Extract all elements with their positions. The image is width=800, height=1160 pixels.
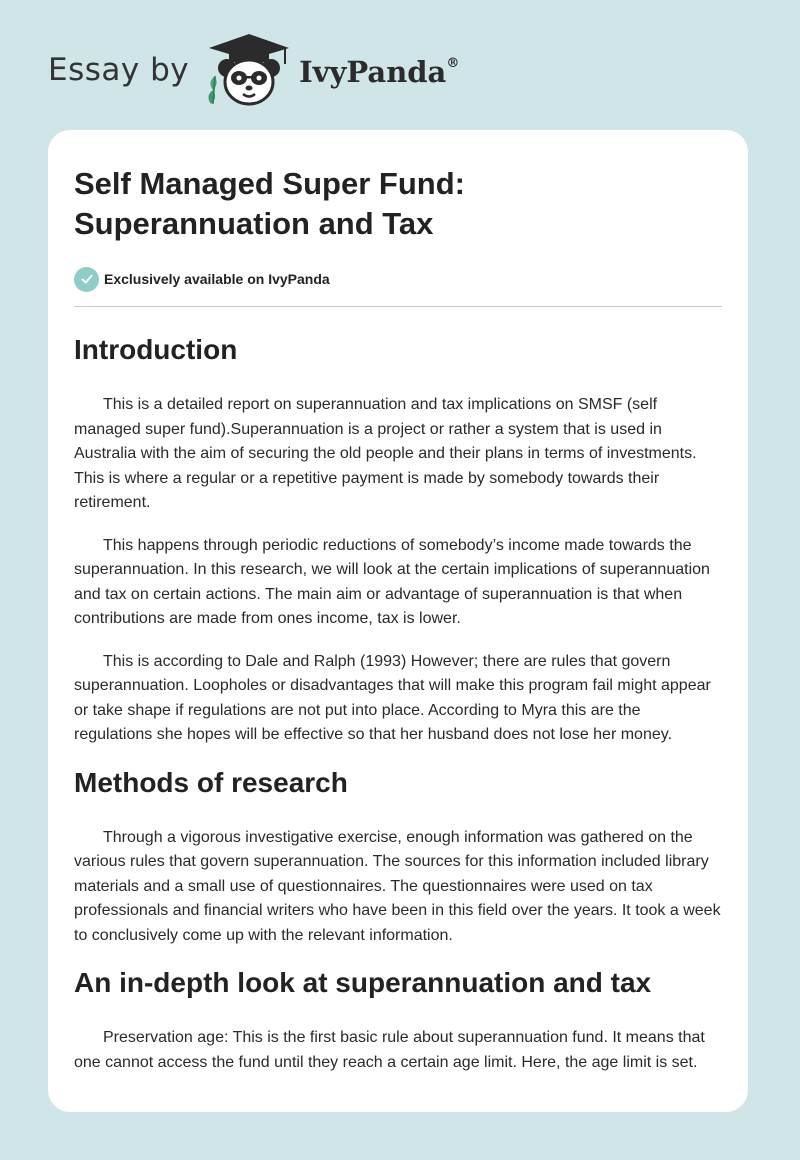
section-in-depth-look (74, 966, 722, 1075)
section-heading: Methods of research (74, 766, 348, 798)
article-card (48, 130, 748, 1112)
section-heading: An in-depth look at superannuation and tax (74, 967, 652, 998)
paragraph: This is a detailed report on superannuation and tax implications on SMSF (self managed super fund).Superannuation is a project or rather a system that is used in Australia with the aim of securing the old people and their plans in terms of investments. This is where a regular or a repetitive payment is made by somebody towards their retirement. (74, 396, 697, 511)
check-icon (74, 267, 99, 292)
brand-name[interactable]: IvyPanda® (299, 55, 460, 89)
exclusive-badge (74, 266, 722, 292)
section-introduction (74, 333, 722, 748)
page-title: Self Managed Super Fund: Superannuation and Tax (74, 166, 465, 241)
paragraph: This is according to Dale and Ralph (1993) However; there are rules that govern superannuation. Loopholes or disadvantages that will make this program fail might appear or take shape if regulations are not put into place. According to Myra this are the regulations she hopes will be effective so that her husband does not lose her money. (74, 652, 711, 743)
ivypanda-logo-icon[interactable] (203, 30, 295, 110)
section-heading: Introduction (74, 334, 238, 365)
exclusive-badge-text: Exclusively available on IvyPanda (104, 271, 330, 287)
paragraph: Preservation age: This is the first basic rule about superannuation fund. It means that one cannot access the fund until they reach a certain age limit. Here, the age limit is set. (74, 1029, 705, 1071)
paragraph: Through a vigorous investigative exercise, enough information was gathered on the various rules that govern superannuation. The sources for this information included library materials and a small use of questionnaires. The questionnaires were used on tax professionals and financial writers who have been in this field over the years. It took a week to conclusively come up with the relevant information. (74, 828, 721, 944)
essay-by-label: Essay by (48, 52, 190, 88)
paragraph: This happens through periodic reductions of somebody’s income made towards the superannuation. In this research, we will look at the certain implications of superannuation and tax on certain actions. The main aim or advantage of superannuation is that when contributions are made from ones income, tax is lower. (74, 536, 710, 627)
section-methods-of-research (74, 766, 722, 949)
divider (74, 306, 722, 307)
site-header (48, 30, 459, 110)
